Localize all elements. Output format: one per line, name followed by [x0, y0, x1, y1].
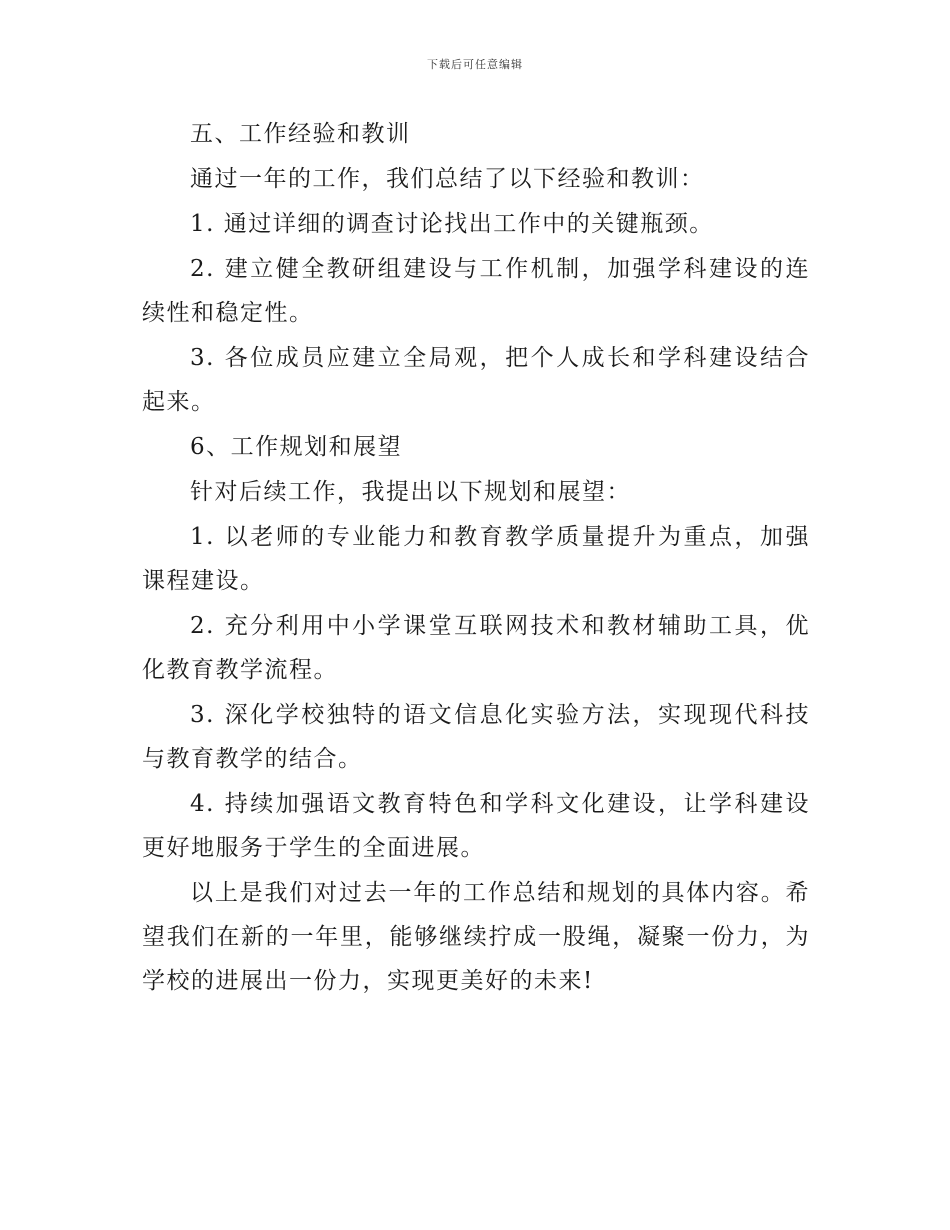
plan-item-1: 1. 以老师的专业能力和教育教学质量提升为重点，加强课程建设。 — [142, 524, 810, 594]
plan-intro: 针对后续工作，我提出以下规划和展望： — [190, 479, 631, 505]
plan-item-3: 3. 深化学校独特的语文信息化实验方法，实现现代科技与教育教学的结合。 — [142, 702, 810, 772]
document-body — [142, 112, 810, 1004]
plan-item-2: 2. 充分利用中小学课堂互联网技术和教材辅助工具，优化教育教学流程。 — [142, 613, 810, 683]
section-heading-experience: 五、工作经验和教训 — [190, 121, 411, 147]
plan-item-4: 4. 持续加强语文教育特色和学科文化建设，让学科建设更好地服务于学生的全面进展。 — [142, 791, 810, 861]
closing-paragraph: 以上是我们对过去一年的工作总结和规划的具体内容。希望我们在新的一年里，能够继续拧成一股绳，凝聚一份力，为学校的进展出一份力，实现更美好的未来! — [142, 880, 810, 994]
experience-item-3: 3. 各位成员应建立全局观，把个人成长和学科建设结合起来。 — [142, 345, 810, 415]
section-heading-plan: 6、工作规划和展望 — [190, 434, 403, 460]
experience-item-2: 2. 建立健全教研组建设与工作机制，加强学科建设的连续性和稳定性。 — [142, 256, 810, 326]
experience-intro: 通过一年的工作，我们总结了以下经验和教训： — [190, 166, 705, 192]
page-header-note: 下载后可任意编辑 — [427, 58, 523, 71]
experience-item-1: 1. 通过详细的调查讨论找出工作中的关键瓶颈。 — [190, 211, 714, 237]
